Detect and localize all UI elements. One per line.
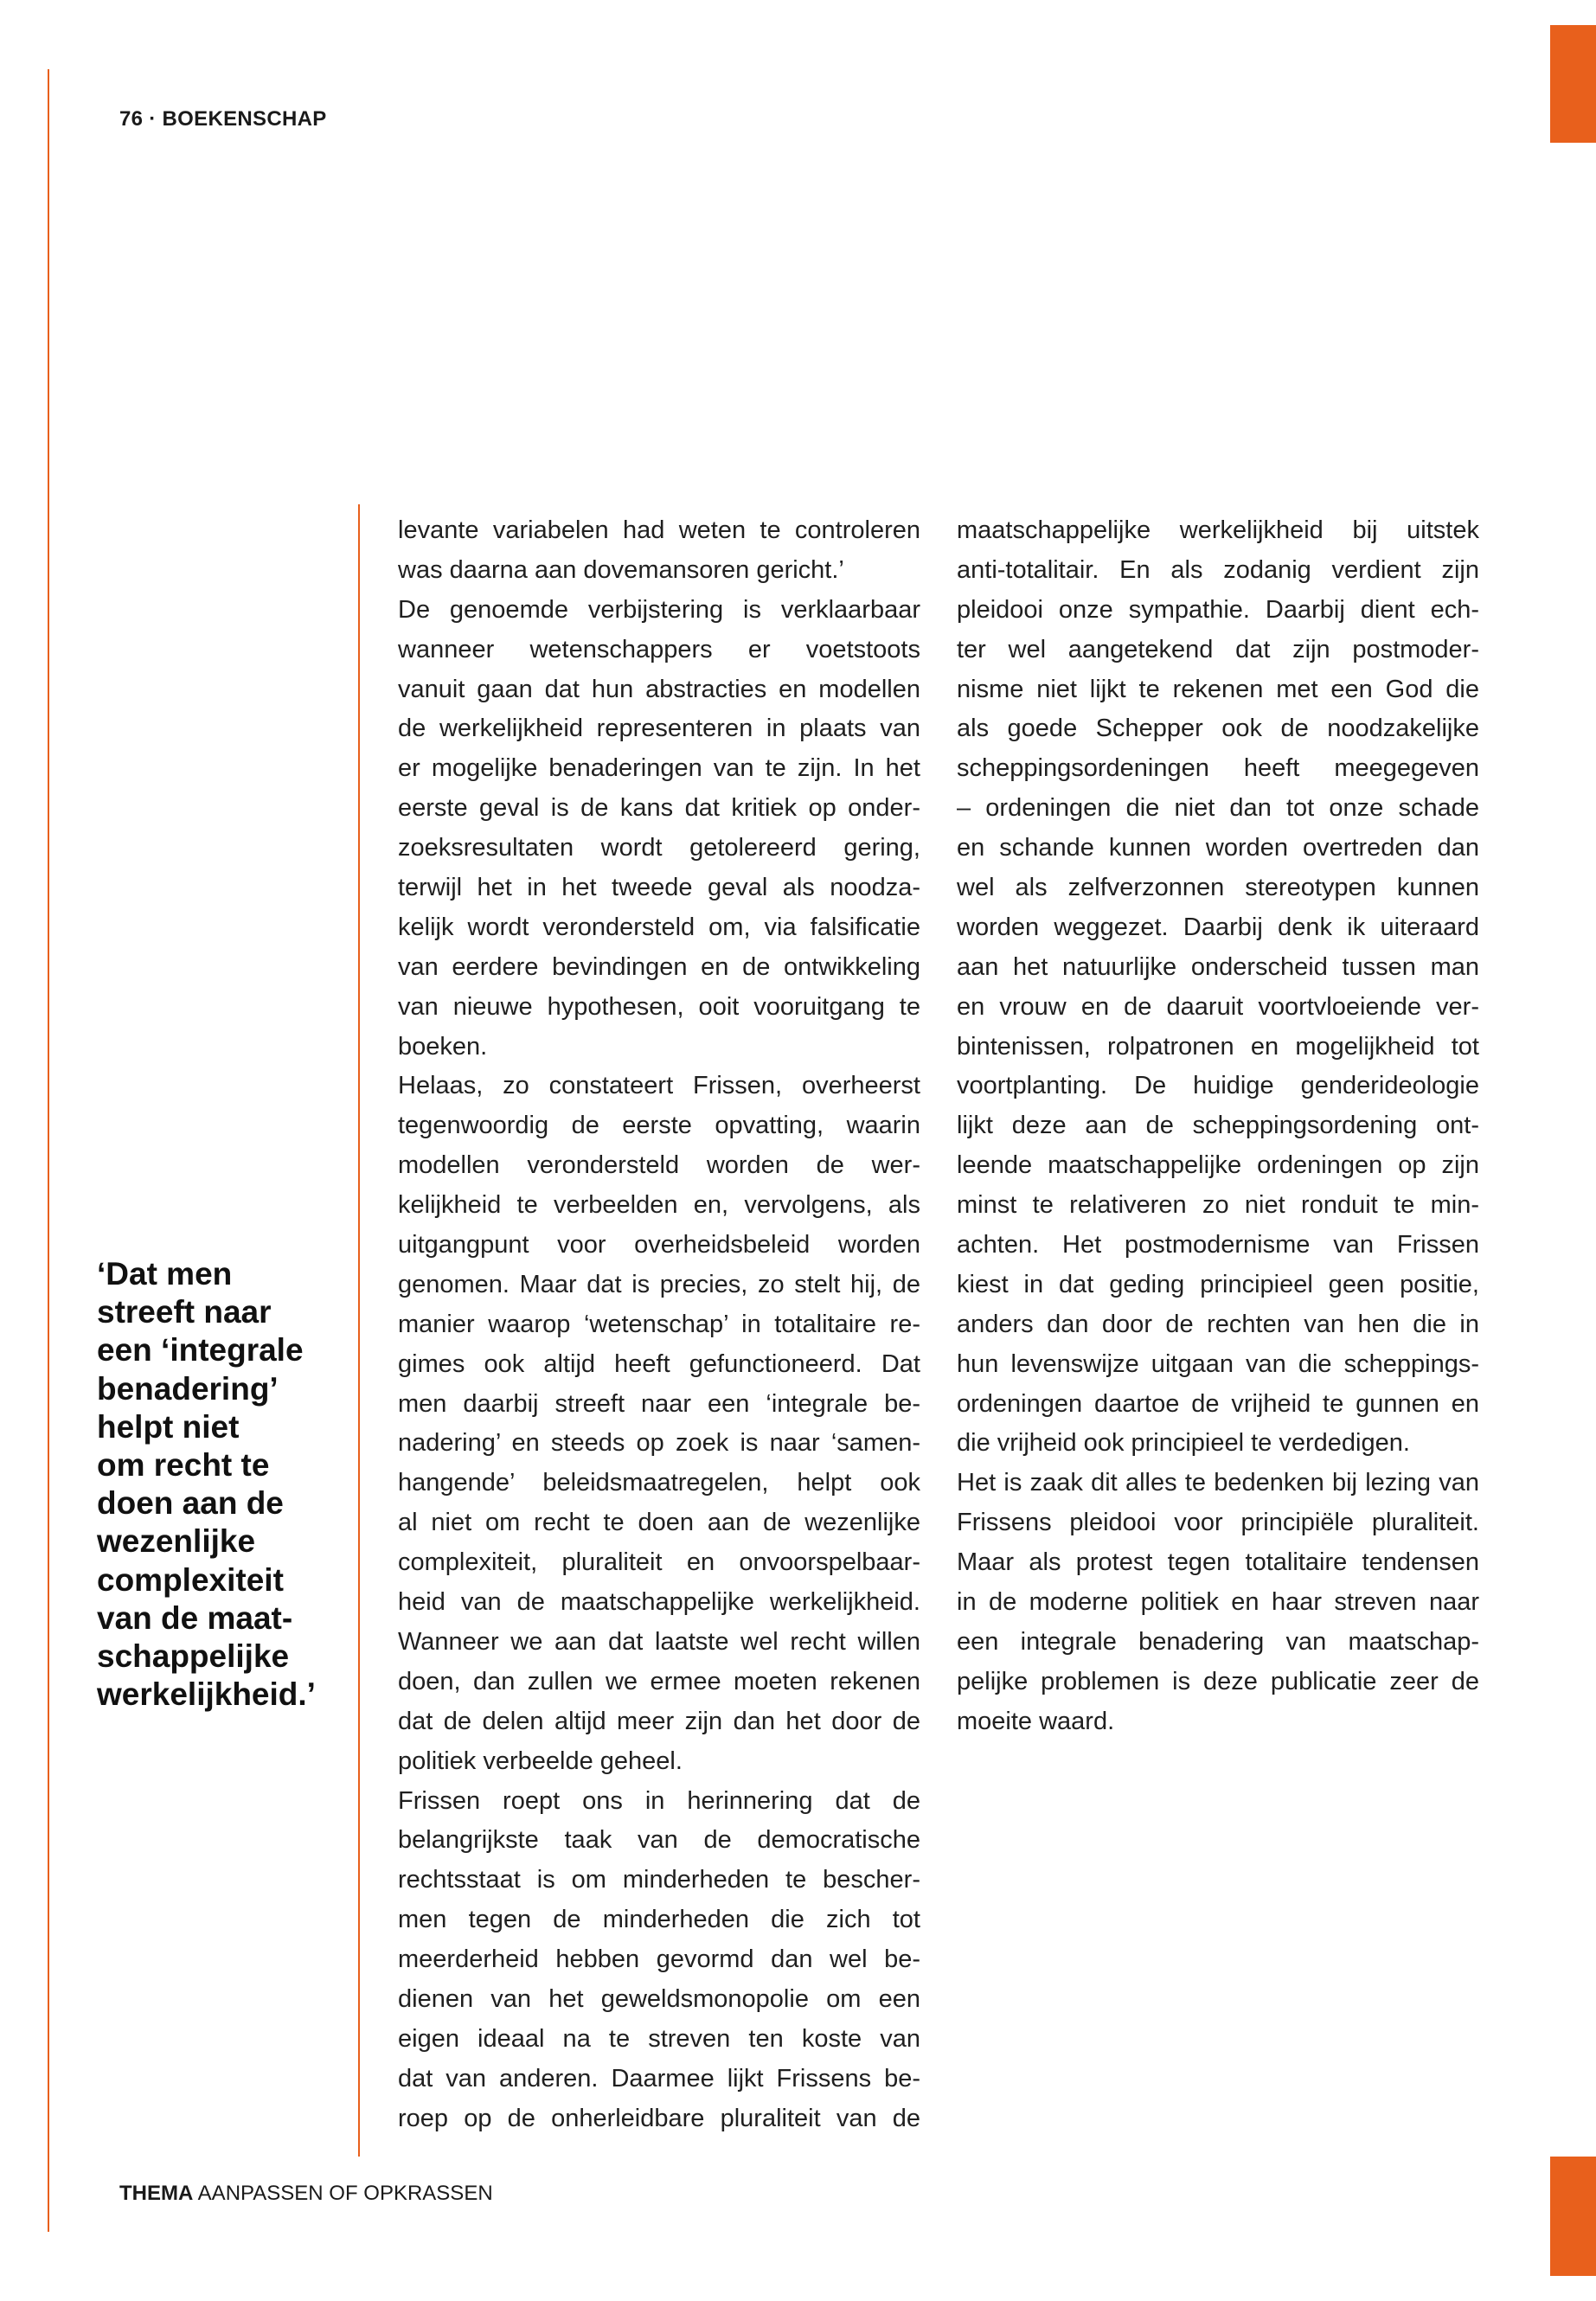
- pull-quote: [97, 1255, 322, 1714]
- text-line: moeite waard.: [957, 1707, 1115, 1735]
- article-column-2: [957, 511, 1479, 1742]
- pull-quote-line: om recht te: [97, 1447, 270, 1484]
- text-line: De genoemde verbijstering is verklaarbaar: [398, 595, 920, 624]
- text-line: Het is zaak dit alles te bedenken bij lezing van: [957, 1469, 1479, 1497]
- text-line: meerderheid hebben gevormd dan wel be-: [398, 1945, 920, 1974]
- text-line: eigen ideaal na te streven ten koste van: [398, 2024, 920, 2053]
- text-line: en vrouw en de daaruit voortvloeiende ver-: [957, 992, 1479, 1021]
- footer-theme-title: AANPASSEN OF OPKRASSEN: [197, 2182, 493, 2205]
- text-line: eerste geval is de kans dat kritiek op onder-: [398, 794, 920, 823]
- text-line: uitgangpunt voor overheidsbeleid worden: [398, 1231, 920, 1259]
- text-line: ordeningen daartoe de vrijheid te gunnen en: [957, 1389, 1479, 1418]
- text-line: modellen verondersteld worden de wer-: [398, 1151, 920, 1180]
- text-line: heid van de maatschappelijke werkelijkheid.: [398, 1588, 920, 1617]
- text-line: aan het natuurlijke onderscheid tussen man: [957, 952, 1479, 981]
- text-line: nisme niet lijkt te rekenen met een God die: [957, 675, 1479, 703]
- text-line: pelijke problemen is deze publicatie zeer de: [957, 1667, 1479, 1695]
- pull-quote-line: streeft naar: [97, 1294, 272, 1330]
- pull-quote-line: benadering’: [97, 1370, 279, 1407]
- text-line: kiest in dat geding principieel geen positie,: [957, 1270, 1479, 1298]
- text-line: Helaas, zo constateert Frissen, overheerst: [398, 1072, 920, 1100]
- text-line: belangrijkste taak van de democratische: [398, 1826, 920, 1855]
- text-line: die vrijheid ook principieel te verdedigen.: [957, 1429, 1410, 1458]
- text-line: levante variabelen had weten te controleren: [398, 516, 920, 544]
- text-line: wanneer wetenschappers er voetstoots: [398, 635, 920, 663]
- text-line: was daarna aan dovemansoren gericht.’: [398, 555, 844, 584]
- text-line: achten. Het postmodernisme van Frissen: [957, 1231, 1479, 1259]
- header-separator: ·: [149, 107, 157, 131]
- text-line: zoeksresultaten wordt getolereerd gering,: [398, 834, 920, 862]
- text-line: lijkt deze aan de scheppingsordening ont-: [957, 1112, 1479, 1140]
- text-line: Frissen roept ons in herinnering dat de: [398, 1786, 920, 1815]
- pull-quote-line: schappelijke: [97, 1638, 290, 1675]
- pull-quote-line: wezenlijke: [97, 1523, 256, 1560]
- pull-quote-line: helpt niet: [97, 1408, 240, 1445]
- text-line: men daarbij streeft naar een ‘integrale be-: [398, 1389, 920, 1418]
- text-line: de werkelijkheid representeren in plaats van: [398, 715, 920, 743]
- text-line: in de moderne politiek en haar streven naar: [957, 1588, 1479, 1617]
- top-edge-tab: [1550, 25, 1596, 143]
- text-line: kelijkheid te verbeelden en, vervolgens, als: [398, 1191, 920, 1220]
- pull-quote-line: ‘Dat men: [97, 1256, 233, 1292]
- pull-quote-line: werkelijkheid.’: [97, 1676, 316, 1713]
- text-line: dienen van het geweldsmonopolie om een: [398, 1984, 920, 2013]
- pull-quote-line: complexiteit: [97, 1561, 284, 1598]
- text-line: anders dan door de rechten van hen die in: [957, 1310, 1479, 1338]
- text-line: al niet om recht te doen aan de wezenlijke: [398, 1509, 920, 1537]
- text-line: kelijk wordt verondersteld om, via falsificatie: [398, 913, 920, 941]
- left-margin-rule: [48, 69, 49, 2232]
- page-number: 76: [119, 107, 144, 131]
- text-line: Maar als protest tegen totalitaire tendensen: [957, 1548, 1479, 1577]
- text-line: van eerdere bevindingen en de ontwikkeling: [398, 952, 920, 981]
- text-line: en schande kunnen worden overtreden dan: [957, 834, 1479, 862]
- text-line: nadering’ en steeds op zoek is naar ‘samen-: [398, 1429, 920, 1458]
- text-line: genomen. Maar dat is precies, zo stelt hij, de: [398, 1270, 920, 1298]
- text-line: hangende’ beleidsmaatregelen, helpt ook: [398, 1469, 920, 1497]
- pullquote-divider-rule: [358, 504, 360, 2157]
- text-line: minst te relativeren zo niet ronduit te min-: [957, 1191, 1479, 1220]
- text-line: dat van anderen. Daarmee lijkt Frissens be-: [398, 2064, 920, 2093]
- text-line: dat de delen altijd meer zijn dan het door de: [398, 1707, 920, 1735]
- text-line: tegenwoordig de eerste opvatting, waarin: [398, 1112, 920, 1140]
- text-line: rechtsstaat is om minderheden te bescher-: [398, 1866, 920, 1894]
- page-header: [119, 107, 327, 131]
- text-line: wel als zelfverzonnen stereotypen kunnen: [957, 874, 1479, 902]
- text-line: boeken.: [398, 1032, 488, 1061]
- text-line: pleidooi onze sympathie. Daarbij dient ech-: [957, 595, 1479, 624]
- section-title: BOEKENSCHAP: [162, 107, 327, 131]
- text-line: roep op de onherleidbare pluraliteit van de: [398, 2104, 920, 2132]
- pull-quote-line: doen aan de: [97, 1485, 284, 1522]
- text-line: van nieuwe hypothesen, ooit vooruitgang te: [398, 992, 920, 1021]
- text-line: manier waarop ‘wetenschap’ in totalitaire re-: [398, 1310, 920, 1338]
- text-line: men tegen de minderheden die zich tot: [398, 1906, 920, 1934]
- text-line: anti-totalitair. En als zodanig verdient zijn: [957, 555, 1479, 584]
- text-line: complexiteit, pluraliteit en onvoorspelbaar-: [398, 1548, 920, 1577]
- text-line: ter wel aangetekend dat zijn postmoder-: [957, 635, 1479, 663]
- pull-quote-line: een ‘integrale: [97, 1332, 304, 1368]
- text-line: politiek verbeelde geheel.: [398, 1747, 683, 1775]
- text-line: Wanneer we aan dat laatste wel recht willen: [398, 1627, 920, 1656]
- text-line: terwijl het in het tweede geval als noodza-: [398, 874, 920, 902]
- text-line: scheppingsordeningen heeft meegegeven: [957, 754, 1479, 783]
- page-footer: [119, 2182, 493, 2206]
- text-line: vanuit gaan dat hun abstracties en modellen: [398, 675, 920, 703]
- text-line: een integrale benadering van maatschap-: [957, 1627, 1479, 1656]
- pull-quote-line: van de maat-: [97, 1599, 293, 1636]
- text-line: er mogelijke benaderingen van te zijn. In het: [398, 754, 920, 783]
- text-line: gimes ook altijd heeft gefunctioneerd. Dat: [398, 1349, 920, 1378]
- text-line: Frissens pleidooi voor principiële pluraliteit.: [957, 1509, 1479, 1537]
- text-line: – ordeningen die niet dan tot onze schade: [957, 794, 1479, 823]
- text-line: voortplanting. De huidige genderideologie: [957, 1072, 1479, 1100]
- footer-theme-label: THEMA: [119, 2182, 194, 2205]
- text-line: worden weggezet. Daarbij denk ik uiteraard: [957, 913, 1479, 941]
- text-line: bintenissen, rolpatronen en mogelijkheid tot: [957, 1032, 1479, 1061]
- text-line: maatschappelijke werkelijkheid bij uitstek: [957, 516, 1479, 544]
- text-line: hun levenswijze uitgaan van die scheppings-: [957, 1349, 1479, 1378]
- bottom-edge-tab: [1550, 2157, 1596, 2276]
- text-line: leende maatschappelijke ordeningen op zijn: [957, 1151, 1479, 1180]
- text-line: doen, dan zullen we ermee moeten rekenen: [398, 1667, 920, 1695]
- article-column-1: [398, 511, 920, 2139]
- text-line: als goede Schepper ook de noodzakelijke: [957, 715, 1479, 743]
